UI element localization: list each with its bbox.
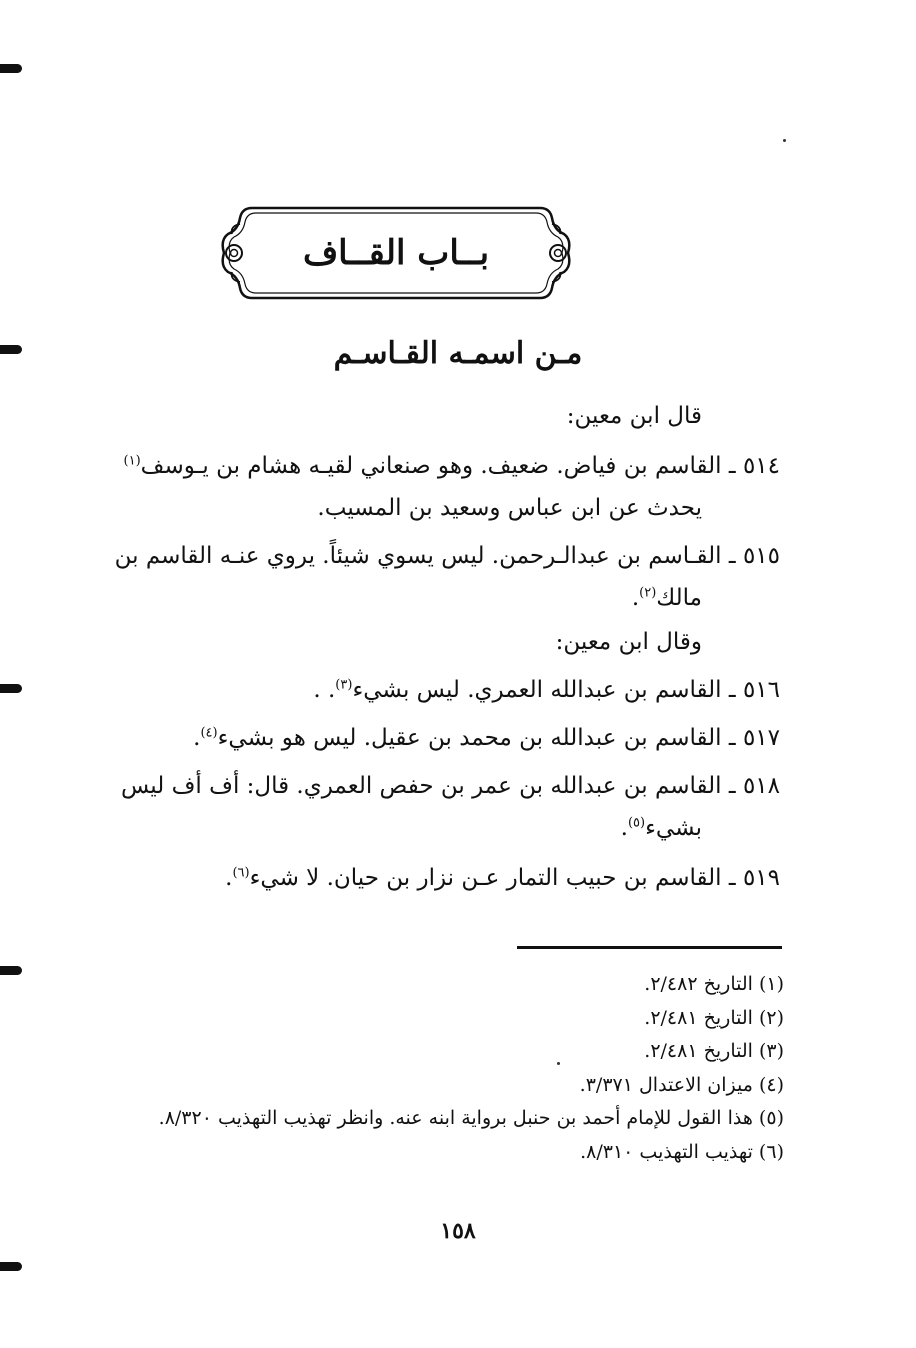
chapter-title: بــاب القــاف bbox=[302, 233, 490, 273]
footnote-3: (٣) التاريخ ٢/٤٨١. bbox=[644, 1040, 784, 1062]
footnote-separator bbox=[517, 946, 782, 949]
footnote-6: (٦) تهذيب التهذيب ٨/٣١٠. bbox=[580, 1140, 784, 1163]
page-number: ١٥٨ bbox=[440, 1218, 476, 1244]
footnote-2: (٢) التاريخ ٢/٤٨١. bbox=[644, 1006, 784, 1029]
footnotes bbox=[100, 968, 784, 1169]
entry-515: ٥١٥ ـ القـاسم بن عبدالـرحمن. ليس يسوي شيئاً. يروي عنـه القاسم بن bbox=[114, 543, 780, 569]
scan-edge-mark bbox=[0, 64, 22, 73]
intro2-line: وقال ابن معين: bbox=[555, 629, 702, 655]
entry-515-cont: مالك$^{(٢)}$. bbox=[631, 585, 702, 611]
intro-line: قال ابن معين: bbox=[566, 403, 702, 429]
section-title: مـن اسمـه القـاسـم bbox=[333, 336, 583, 371]
footnote-ref: (٢) bbox=[639, 585, 657, 601]
entry-517: ٥١٧ ـ القاسم بن عبدالله بن محمد بن عقيل. ليس هو بشيء$^{(٤)}$. bbox=[193, 725, 780, 751]
footnote-ref: (١) bbox=[123, 453, 141, 469]
footnote-1: (١) التاريخ ٢/٤٨٢. bbox=[644, 973, 784, 995]
entry-518-cont: بشيء$^{(٥)}$. bbox=[620, 815, 702, 841]
footnote-5: (٥) هذا القول للإمام أحمد بن حنبل برواية ابنه عنه. وانظر تهذيب التهذيب ٨/٣٢٠. bbox=[158, 1107, 784, 1129]
scan-edge-mark bbox=[0, 1262, 22, 1271]
footnote-ref: (٥) bbox=[627, 815, 646, 831]
footnote-ref: (٣) bbox=[335, 677, 353, 693]
entry-514: ٥١٤ ـ القاسم بن فياض. ضعيف. وهو صنعاني لقيـه هشام بن يـوسف$^{(١)}$ bbox=[123, 453, 780, 479]
entry-516: ٥١٦ ـ القاسم بن عبدالله العمري. ليس بشيء$^{(٣)}$. . bbox=[313, 677, 780, 703]
main-text bbox=[84, 395, 780, 899]
scan-edge-mark bbox=[0, 684, 22, 693]
entry-519: ٥١٩ ـ القاسم بن حبيب التمار عـن نزار بن حيان. لا شيء$^{(٦)}$. bbox=[225, 865, 780, 891]
scan-edge-mark bbox=[0, 966, 22, 975]
entry-514-cont: يحدث عن ابن عباس وسعيد بن المسيب. bbox=[317, 495, 702, 521]
footnote-4: (٤) ميزان الاعتدال ٣/٣٧١. bbox=[579, 1073, 784, 1096]
scan-speck bbox=[783, 139, 786, 142]
entry-518: ٥١٨ ـ القاسم بن عبدالله بن عمر بن حفص العمري. قال: أف أف ليس bbox=[120, 773, 780, 799]
footnote-ref: (٤) bbox=[200, 725, 218, 741]
footnote-ref: (٦) bbox=[232, 865, 250, 881]
chapter-title-frame bbox=[218, 204, 574, 302]
